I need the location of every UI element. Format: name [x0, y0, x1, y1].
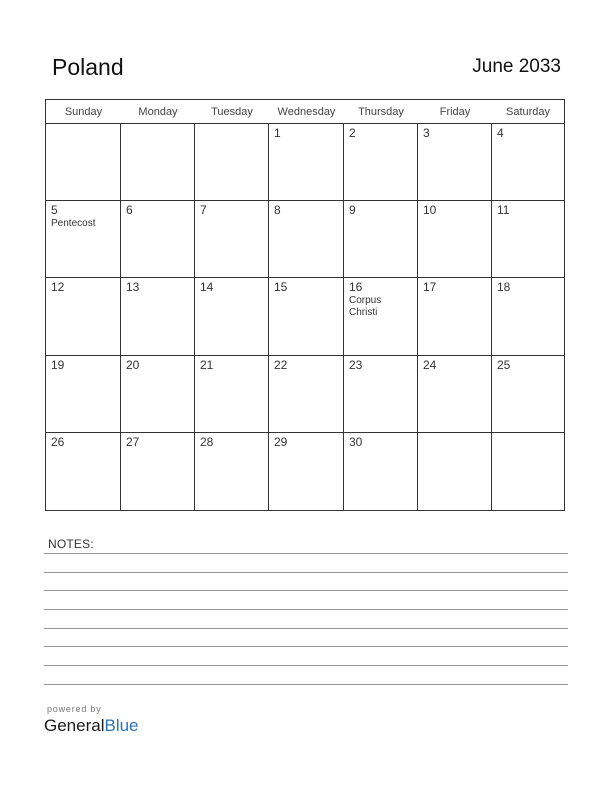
- note-line: [44, 553, 568, 554]
- calendar-day-cell: [418, 201, 492, 278]
- day-number: 20: [126, 357, 140, 372]
- calendar-day-cell: [269, 433, 344, 510]
- weekday-friday: Friday: [439, 106, 471, 118]
- day-number: 11: [497, 203, 510, 218]
- day-number: 6: [126, 203, 133, 218]
- weekday-saturday: Saturday: [505, 106, 551, 118]
- day-number: 4: [497, 126, 504, 140]
- note-line: [44, 684, 568, 685]
- weekday-tuesday: Tuesday: [211, 106, 253, 118]
- notes-label: NOTES:: [48, 537, 94, 551]
- calendar-day-cell: [46, 356, 121, 433]
- calendar-day-cell: [269, 356, 344, 433]
- powered-by-text: powered by: [47, 704, 102, 714]
- day-number: 3: [423, 126, 430, 140]
- day-number: 30: [349, 434, 363, 449]
- calendar-day-cell: [344, 278, 418, 355]
- calendar-day-cell: [46, 433, 121, 510]
- day-number: 27: [126, 434, 140, 449]
- note-line: [44, 665, 568, 666]
- holiday-label: Pentecost: [51, 218, 96, 230]
- calendar-day-cell: [418, 278, 492, 355]
- calendar-day-cell: [195, 356, 269, 433]
- month-title: June 2033: [472, 56, 561, 77]
- calendar-day-cell: [492, 278, 564, 355]
- day-number: 14: [200, 280, 214, 295]
- calendar-day-cell: [418, 124, 492, 201]
- day-number: 2: [349, 126, 356, 140]
- calendar-day-cell: [121, 201, 195, 278]
- calendar-day-cell: [121, 124, 195, 201]
- note-line: [44, 590, 568, 591]
- day-number: 15: [274, 280, 288, 295]
- calendar-grid: [45, 99, 565, 511]
- day-number: 16: [349, 280, 363, 295]
- note-line: [44, 609, 568, 610]
- calendar-day-cell: [344, 433, 418, 510]
- calendar-day-cell: [46, 124, 121, 201]
- brand-name-part2: Blue: [104, 716, 139, 735]
- calendar-day-cell: [492, 201, 564, 278]
- calendar-day-cell: [492, 433, 564, 510]
- calendar-day-cell: [195, 124, 269, 201]
- day-number: 5: [51, 203, 58, 218]
- day-number: 1: [274, 126, 281, 140]
- note-line: [44, 572, 568, 573]
- holiday-label: Corpus Christi: [349, 295, 382, 319]
- weekday-header-row: [46, 100, 564, 124]
- calendar-day-cell: [195, 201, 269, 278]
- day-number: 21: [200, 357, 214, 372]
- calendar-day-cell: [195, 278, 269, 355]
- calendar-day-cell: [46, 278, 121, 355]
- note-line: [44, 628, 568, 629]
- calendar-day-cell: [418, 356, 492, 433]
- day-number: 13: [126, 280, 140, 295]
- day-number: 7: [200, 203, 207, 218]
- brand-logo: [44, 716, 139, 736]
- country-title: Poland: [52, 54, 124, 80]
- weekday-wednesday: Wednesday: [277, 106, 336, 118]
- day-number: 29: [274, 434, 288, 449]
- calendar-day-cell: [46, 201, 121, 278]
- day-number: 9: [349, 203, 356, 218]
- day-number: 17: [423, 280, 437, 295]
- calendar-day-cell: [269, 201, 344, 278]
- day-number: 25: [497, 357, 511, 372]
- calendar-day-cell: [195, 433, 269, 510]
- calendar-day-cell: [492, 356, 564, 433]
- calendar-day-cell: [418, 433, 492, 510]
- weekday-thursday: Thursday: [358, 106, 404, 118]
- day-number: 22: [274, 357, 288, 372]
- calendar-day-cell: [492, 124, 564, 201]
- brand-name-part1: General: [44, 716, 105, 735]
- day-number: 24: [423, 357, 437, 372]
- calendar-day-cell: [344, 124, 418, 201]
- day-number: 10: [423, 203, 437, 218]
- day-number: 23: [349, 357, 363, 372]
- day-number: 8: [274, 203, 281, 218]
- calendar-day-cell: [121, 433, 195, 510]
- note-line: [44, 646, 568, 647]
- calendar-day-cell: [121, 356, 195, 433]
- calendar-day-cell: [121, 278, 195, 355]
- calendar-days: [46, 124, 564, 510]
- day-number: 12: [51, 280, 65, 295]
- calendar-day-cell: [344, 356, 418, 433]
- calendar-day-cell: [269, 278, 344, 355]
- weekday-monday: Monday: [138, 106, 178, 118]
- day-number: 28: [200, 434, 214, 449]
- day-number: 18: [497, 280, 511, 295]
- weekday-sunday: Sunday: [64, 106, 103, 118]
- day-number: 19: [51, 357, 65, 372]
- calendar-day-cell: [344, 201, 418, 278]
- calendar-day-cell: [269, 124, 344, 201]
- day-number: 26: [51, 434, 65, 449]
